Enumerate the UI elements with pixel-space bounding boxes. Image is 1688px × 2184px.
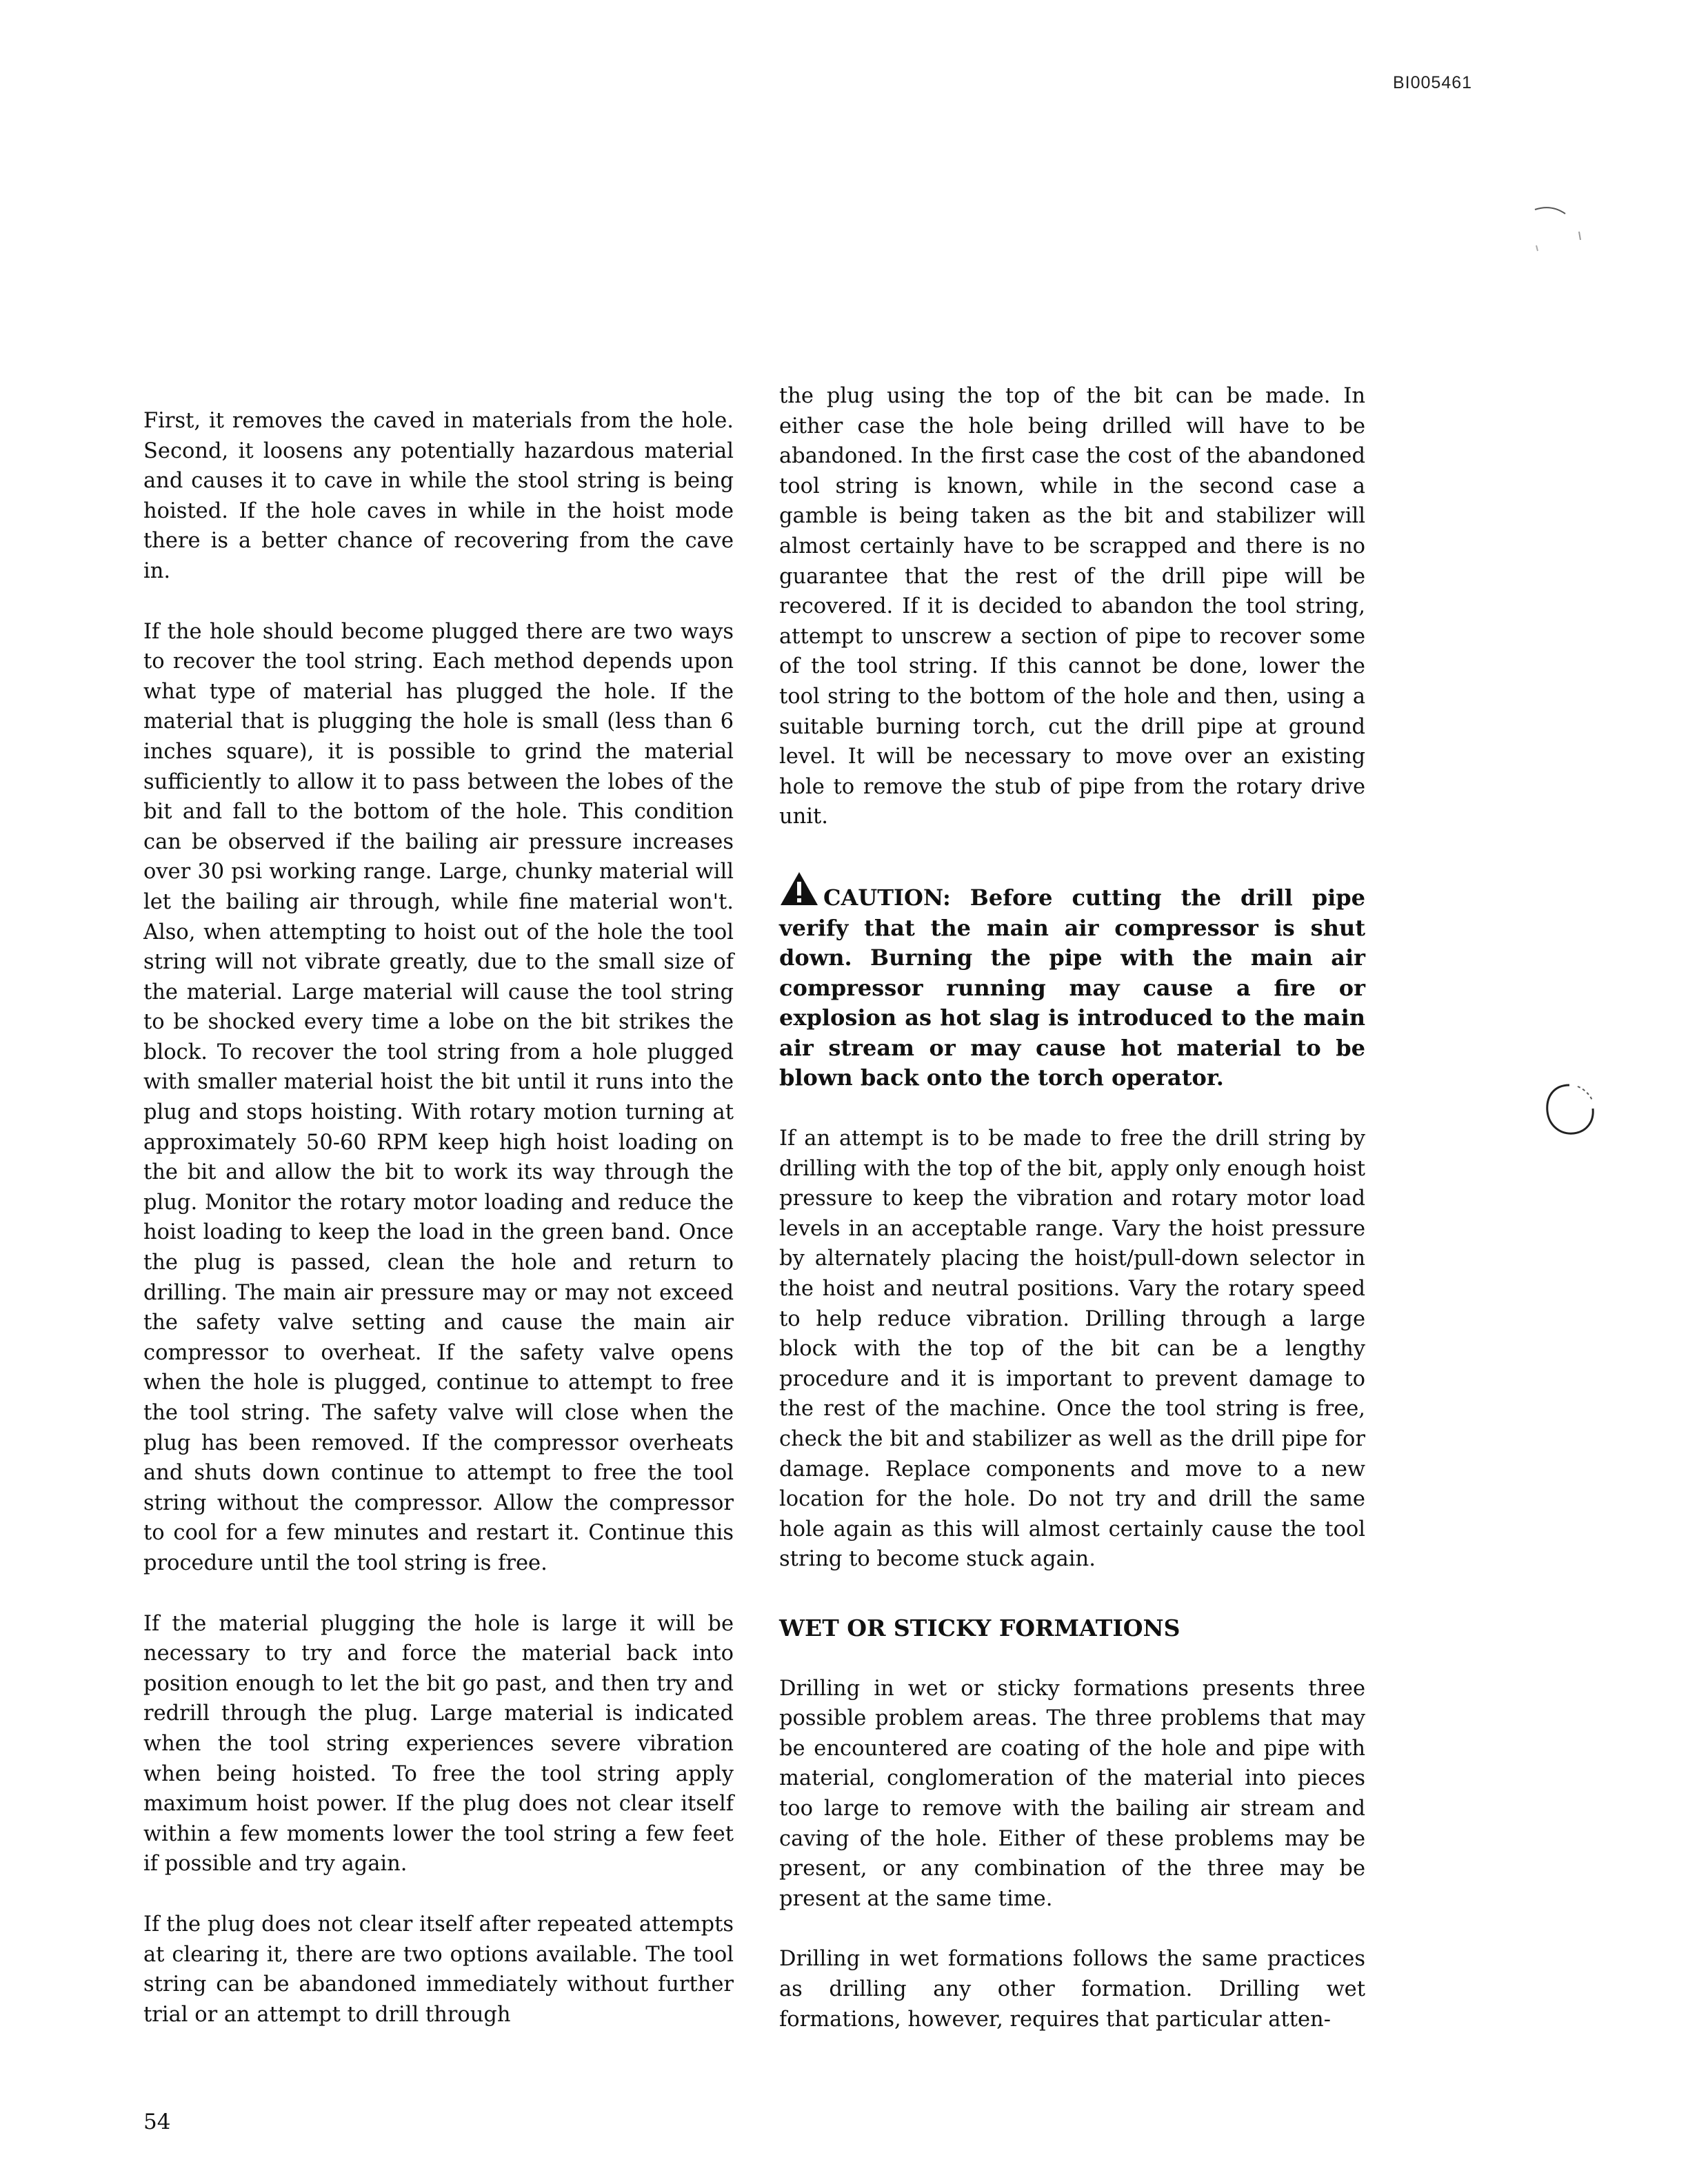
paragraph: Drilling in wet or sticky formations presents three possible problem areas. The three problems that may be encountered are coating of the hole and pipe with material, conglomeration of the material into pieces too large to remove with the bailing air stream and caving of the hole. Either of these problems may be present, or any combination of the three may be present at the same time. bbox=[779, 1676, 1365, 1911]
right-column bbox=[779, 381, 1365, 2065]
caution-text: CAUTION: Before cutting the drill pipe verify that the main air compressor is shut down. Burning the pipe with the main air compressor running may cause a fire or explosion as hot slag is introduced to the main air stream or may cause hot material to be blown back onto the torch operator. bbox=[779, 884, 1365, 1091]
page-number: 54 bbox=[143, 2110, 171, 2134]
paragraph: If the material plugging the hole is large it will be necessary to try and force the material back into position enough to let the bit go past, and then try and redrill through the plug. Large material is indicated when the tool string experiences severe vibration when being hoisted. To free the tool string apply maximum hoist power. If the plug does not clear itself within a few moments lower the tool string a few feet if possible and try again. bbox=[143, 1611, 734, 1877]
corner-smudge-mark bbox=[1531, 204, 1593, 273]
left-column bbox=[143, 406, 734, 2060]
paragraph: If the hole should become plugged there are two ways to recover the tool string. Each method depends upon what type of material has plugged the hole. If the material that is plugging the hole is small (less than 6 inches square), it is possible to grind the material sufficiently to allow it to pass between the lobes of the bit and fall to the bottom of the hole. This condition can be observed if the bailing air pressure increases over 30 psi working range. Large, chunky material will let the bailing air through, while fine material won't. Also, when attempting to hoist out of the hole the tool string will not vibrate greatly, due to the small size of the material. Large material will cause the tool string to be shocked every time a lobe on the bit strikes the block. To recover the tool string from a hole plugged with smaller material hoist the bit until it runs into the plug and stops hoisting. With rotary motion turning at approximately 50-60 RPM keep high hoist loading on the bit and allow the bit to work its way through the plug. Monitor the rotary motor loading and reduce the hoist loading to keep the load in the green band. Once the plug is passed, clean the hole and return to drilling. The main air pressure may or may not exceed the safety valve setting and cause the main air compressor to overheat. If the safety valve opens when the hole is plugged, continue to attempt to free the tool string. The safety valve will close when the plug has been removed. If the compressor overheats and shuts down continue to attempt to free the tool string without the compressor. Allow the compressor to cool for a few minutes and restart it. Continue this procedure until the tool string is free. bbox=[143, 619, 734, 1575]
paragraph: First, it removes the caved in materials from the hole. Second, it loosens any potentially hazardous material and causes it to cave in while the stool string is being hoisted. If the hole caves in while in the hoist mode there is a better chance of recovering from the cave in. bbox=[143, 409, 734, 583]
paragraph: Drilling in wet formations follows the same practices as drilling any other formation. Drilling wet formations, however, requires that particular atten- bbox=[779, 1947, 1365, 2032]
punch-hole-mark bbox=[1542, 1081, 1598, 1139]
caution-notice bbox=[779, 871, 1365, 1093]
document-id: BI005461 bbox=[1393, 73, 1473, 92]
section-heading: WET OR STICKY FORMATIONS bbox=[779, 1614, 1180, 1641]
paragraph: the plug using the top of the bit can be made. In either case the hole being drilled will have to be abandoned. In the first case the cost of the abandoned tool string is known, while in the second case a gamble is being taken as the bit and stabilizer will almost certainly have to be scrapped and there is no guarantee that the rest of the drill pipe will be recovered. If it is decided to abandon the tool string, attempt to unscrew a section of pipe to recover some of the tool string. If this cannot be done, lower the tool string to the bottom of the hole and then, using a suitable burning torch, cut the drill pipe at ground level. It will be necessary to move over an existing hole to remove the stub of pipe from the rotary drive unit. bbox=[779, 384, 1365, 829]
paragraph: If the plug does not clear itself after repeated attempts at clearing it, there are two options available. The tool string can be abandoned immediately without further trial or an attempt to drill through bbox=[143, 1912, 734, 2027]
warning-triangle-icon bbox=[779, 871, 819, 907]
paragraph: If an attempt is to be made to free the drill string by drilling with the top of the bit, apply only enough hoist pressure to keep the vibration and rotary motor load levels in an acceptable range. Vary the hoist pressure by alternately placing the hoist/pull-down selector in the hoist and neutral positions. Vary the rotary speed to help reduce vibration. Drilling through a large block with the top of the bit can be a lengthy procedure and it is important to prevent damage to the rest of the machine. Once the tool string is free, check the bit and stabilizer as well as the drill pipe for damage. Replace components and move to a new location for the hole. Do not try and drill the same hole again as this will almost certainly cause the tool string to become stuck again. bbox=[779, 1126, 1365, 1572]
